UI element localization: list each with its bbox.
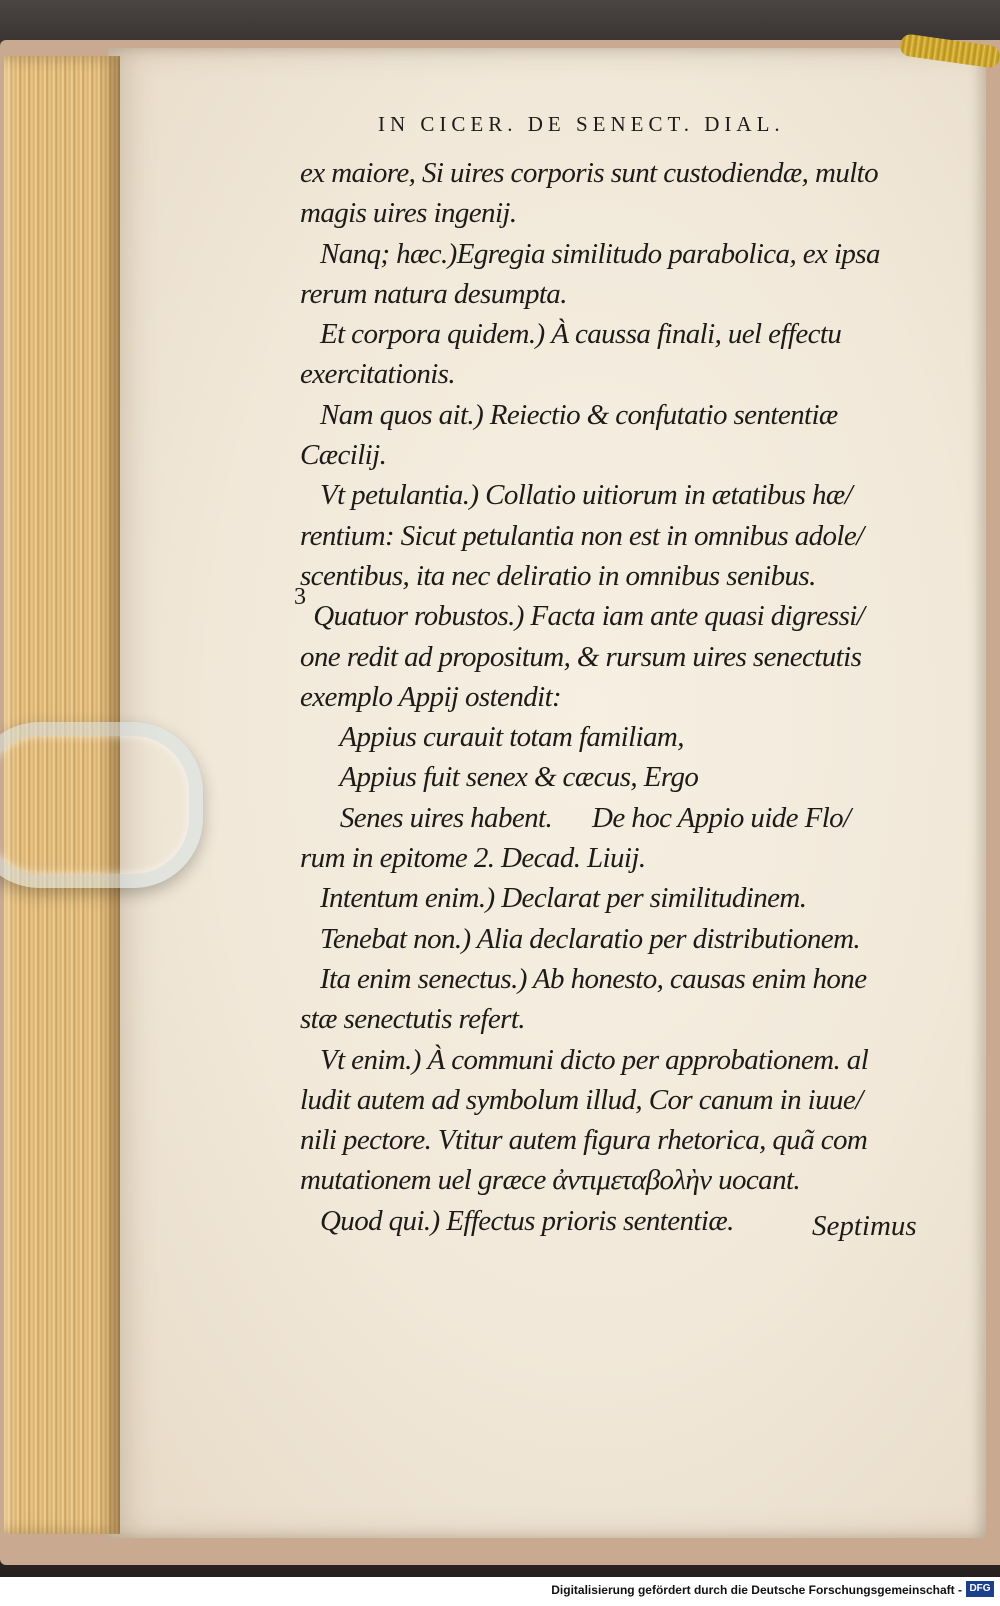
text-line: ludit autem ad symbolum illud, Cor canum in iuue/ [300, 1083, 863, 1116]
catchword: Septimus [812, 1210, 917, 1242]
text-line: Quatuor robustos.) Facta iam ante quasi digressi/ [300, 600, 865, 633]
margin-number: 3 [294, 584, 306, 610]
text-line: Vt petulantia.) Collatio uitiorum in ætatibus hæ/ [300, 479, 853, 512]
text-line: Nanq; hæc.)Egregia similitudo parabolica, ex ipsa [300, 237, 880, 270]
text-line: exercitationis. [300, 358, 456, 391]
text-line: one redit ad propositum, & rursum uires senectutis [300, 640, 862, 673]
text-line: mutationem uel græce ἀντιμεταβολὴν uocant. [300, 1164, 801, 1197]
text-line: magis uires ingenij. [300, 197, 517, 230]
dfg-logo[interactable]: DFG [966, 1581, 994, 1597]
text-line: Ita enim senectus.) Ab honesto, causas enim hone [300, 962, 867, 995]
text-line: rum in epitome 2. Decad. Liuij. [300, 842, 646, 875]
text-line: Et corpora quidem.) À caussa finali, uel effectu [300, 318, 842, 351]
text-line: Quod qui.) Effectus prioris sententiæ. [300, 1204, 734, 1237]
text-line: rentium: Sicut petulantia non est in omnibus adole/ [300, 519, 864, 552]
text-line: scentibus, ita nec deliratio in omnibus senibus. [300, 559, 816, 592]
text-block [300, 153, 925, 1241]
text-line: Vt enim.) À communi dicto per approbationem. al [300, 1043, 869, 1076]
text-line: Intentum enim.) Declarat per similitudinem. [300, 882, 807, 915]
text-line: exemplo Appij ostendit: [300, 680, 562, 713]
text-line: rerum natura desumpta. [300, 277, 567, 310]
text-line: stæ senectutis refert. [300, 1003, 525, 1036]
running-head: IN CICER. DE SENECT. DIAL. [378, 112, 785, 136]
bookmark-clip [0, 722, 203, 888]
text-line: Appius fuit senex & cæcus, Ergo [300, 761, 699, 794]
text-line: Cæcilij. [300, 439, 387, 472]
text-line: Nam quos ait.) Reiectio & confutatio sententiæ [300, 398, 838, 431]
text-line: ex maiore, Si uires corporis sunt custodiendæ, multo [300, 157, 879, 189]
text-line: Tenebat non.) Alia declaratio per distributionem. [300, 922, 861, 955]
text-line: nili pectore. Vtitur autem figura rhetorica, quã com [300, 1124, 868, 1157]
text-line: Senes uires habent. De hoc Appio uide Flo/ [300, 801, 851, 834]
footer-credit: Digitalisierung gefördert durch die Deutsche Forschungsgemeinschaft - [551, 1583, 962, 1597]
text-line: Appius curauit totam familiam, [300, 721, 684, 754]
